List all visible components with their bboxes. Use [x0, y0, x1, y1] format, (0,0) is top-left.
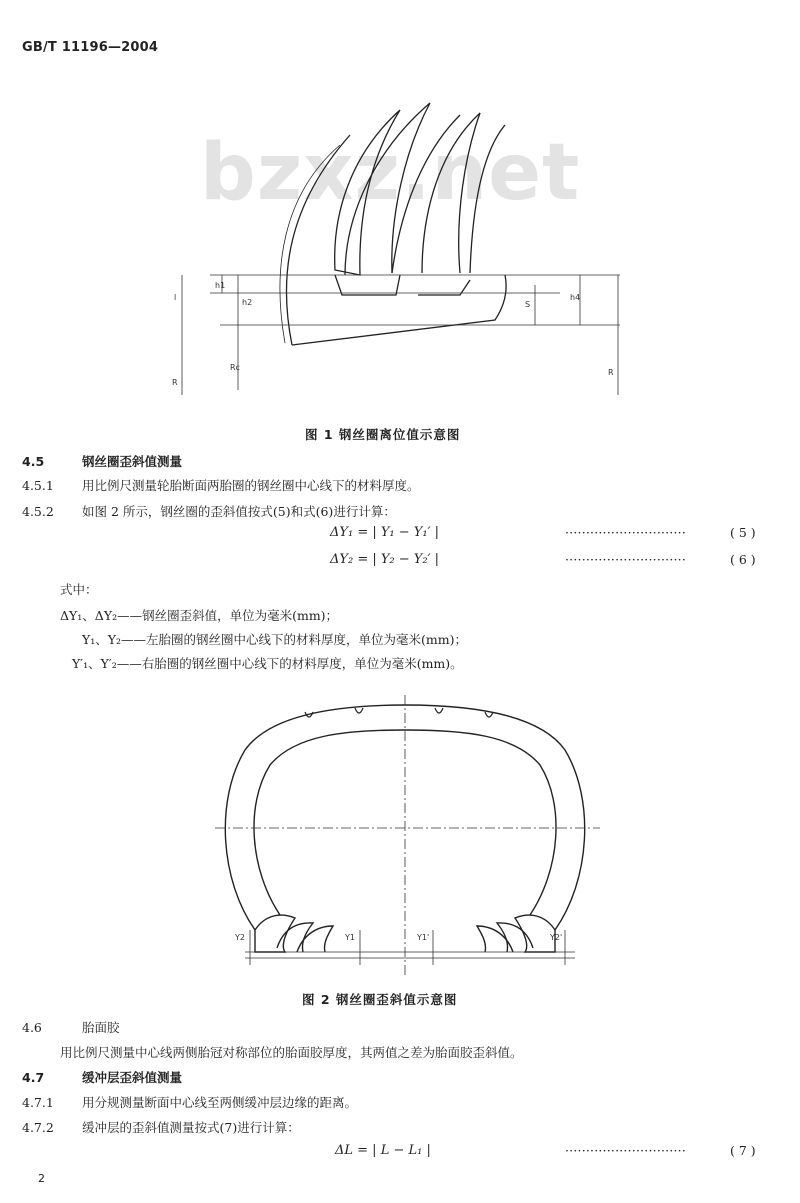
section-title: 缓冲层歪斜值测量 — [82, 1070, 183, 1085]
label-r-right: R — [608, 368, 614, 377]
equation-7-leader: ····························· — [565, 1143, 687, 1158]
section-number: 4.5 — [22, 454, 45, 469]
clause-text: 用分规测量断面中心线至两侧缓冲层边缘的距离。 — [82, 1095, 358, 1110]
clause-4-7-1 — [22, 1093, 357, 1111]
equation-7: ΔL = | L − L₁ | — [335, 1143, 431, 1158]
label-y2-left: Y2 — [235, 933, 245, 942]
clause-4-5-1 — [22, 476, 420, 494]
section-4-6-heading — [22, 1018, 120, 1036]
definition-text: ——左胎圈的钢丝圈中心线下的材料厚度，单位为毫米(mm)； — [121, 632, 467, 647]
label-h1: h1 — [215, 281, 226, 290]
bead-outline — [286, 135, 350, 345]
label-s: S — [525, 300, 531, 309]
label-y1-left: Y1 — [345, 933, 355, 942]
clause-number: 4.7.1 — [22, 1095, 54, 1110]
definition-text: ——钢丝圈歪斜值，单位为毫米(mm)； — [117, 608, 339, 623]
bead-finger-middle — [345, 103, 430, 275]
clause-4-7-2 — [22, 1118, 300, 1136]
figure-2-caption: 图 2 钢丝圈歪斜值示意图 — [302, 992, 458, 1007]
equation-7-number: ( 7 ) — [730, 1143, 756, 1158]
equation-6-number: ( 6 ) — [730, 552, 756, 567]
clause-number: 4.7.2 — [22, 1120, 54, 1135]
standard-code-header: GB/T 11196—2004 — [22, 40, 159, 55]
definition-symbol: ΔY₁、ΔY₂ — [60, 608, 118, 623]
definition-row — [60, 606, 338, 624]
section-number: 4.6 — [22, 1020, 42, 1035]
bead-base — [292, 275, 506, 345]
equation-5-number: ( 5 ) — [730, 525, 756, 540]
definition-row — [72, 654, 463, 672]
label-h4: h4 — [570, 293, 581, 302]
figure-1-bead-offset-diagram — [160, 95, 640, 405]
clause-number: 4.5.1 — [22, 478, 54, 493]
definition-row — [82, 630, 467, 648]
left-bead — [255, 915, 295, 952]
definition-text: ——右胎圈的钢丝圈中心线下的材料厚度，单位为毫米(mm)。 — [116, 656, 463, 671]
equation-5-leader: ····························· — [565, 525, 687, 540]
equation-5: ΔY₁ = | Y₁ − Y₁′ | — [330, 525, 440, 540]
page-number: 2 — [38, 1172, 45, 1185]
bead-finger-left — [335, 110, 400, 275]
clause-text: 缓冲层的歪斜值测量按式(7)进行计算： — [82, 1120, 300, 1135]
where-label: 式中： — [60, 582, 98, 597]
watermark: bzxz.net — [200, 128, 581, 218]
equation-6: ΔY₂ = | Y₂ − Y₂′ | — [330, 552, 440, 567]
clause-text: 如图 2 所示，钢丝圈的歪斜值按式(5)和式(6)进行计算： — [82, 504, 396, 519]
figure-2-bead-skew-diagram — [195, 690, 615, 980]
label-r-left: R — [172, 378, 178, 387]
section-4-7-heading — [22, 1068, 182, 1086]
clause-4-5-2 — [22, 502, 396, 520]
section-number: 4.7 — [22, 1070, 45, 1085]
clause-text: 用比例尺测量轮胎断面两胎圈的钢丝圈中心线下的材料厚度。 — [82, 478, 420, 493]
label-h2: h2 — [242, 298, 253, 307]
equation-6-leader: ····························· — [565, 552, 687, 567]
definition-symbol: Y′₁、Y′₂ — [72, 656, 117, 671]
section-4-6-text: 用比例尺测量中心线两侧胎冠对称部位的胎面胶厚度，其两值之差为胎面胶歪斜值。 — [60, 1045, 523, 1060]
clause-number: 4.5.2 — [22, 504, 54, 519]
section-title: 钢丝圈歪斜值测量 — [82, 454, 183, 469]
label-rc: Rc — [230, 363, 240, 372]
label-l: l — [174, 293, 177, 302]
definition-symbol: Y₁、Y₂ — [82, 632, 122, 647]
section-title: 胎面胶 — [82, 1020, 120, 1035]
figure-1-caption: 图 1 钢丝圈离位值示意图 — [305, 427, 461, 442]
label-y2-right: Y2' — [550, 933, 563, 942]
label-y1-right: Y1' — [417, 933, 430, 942]
section-4-5-heading — [22, 452, 182, 470]
right-bead — [515, 915, 555, 952]
